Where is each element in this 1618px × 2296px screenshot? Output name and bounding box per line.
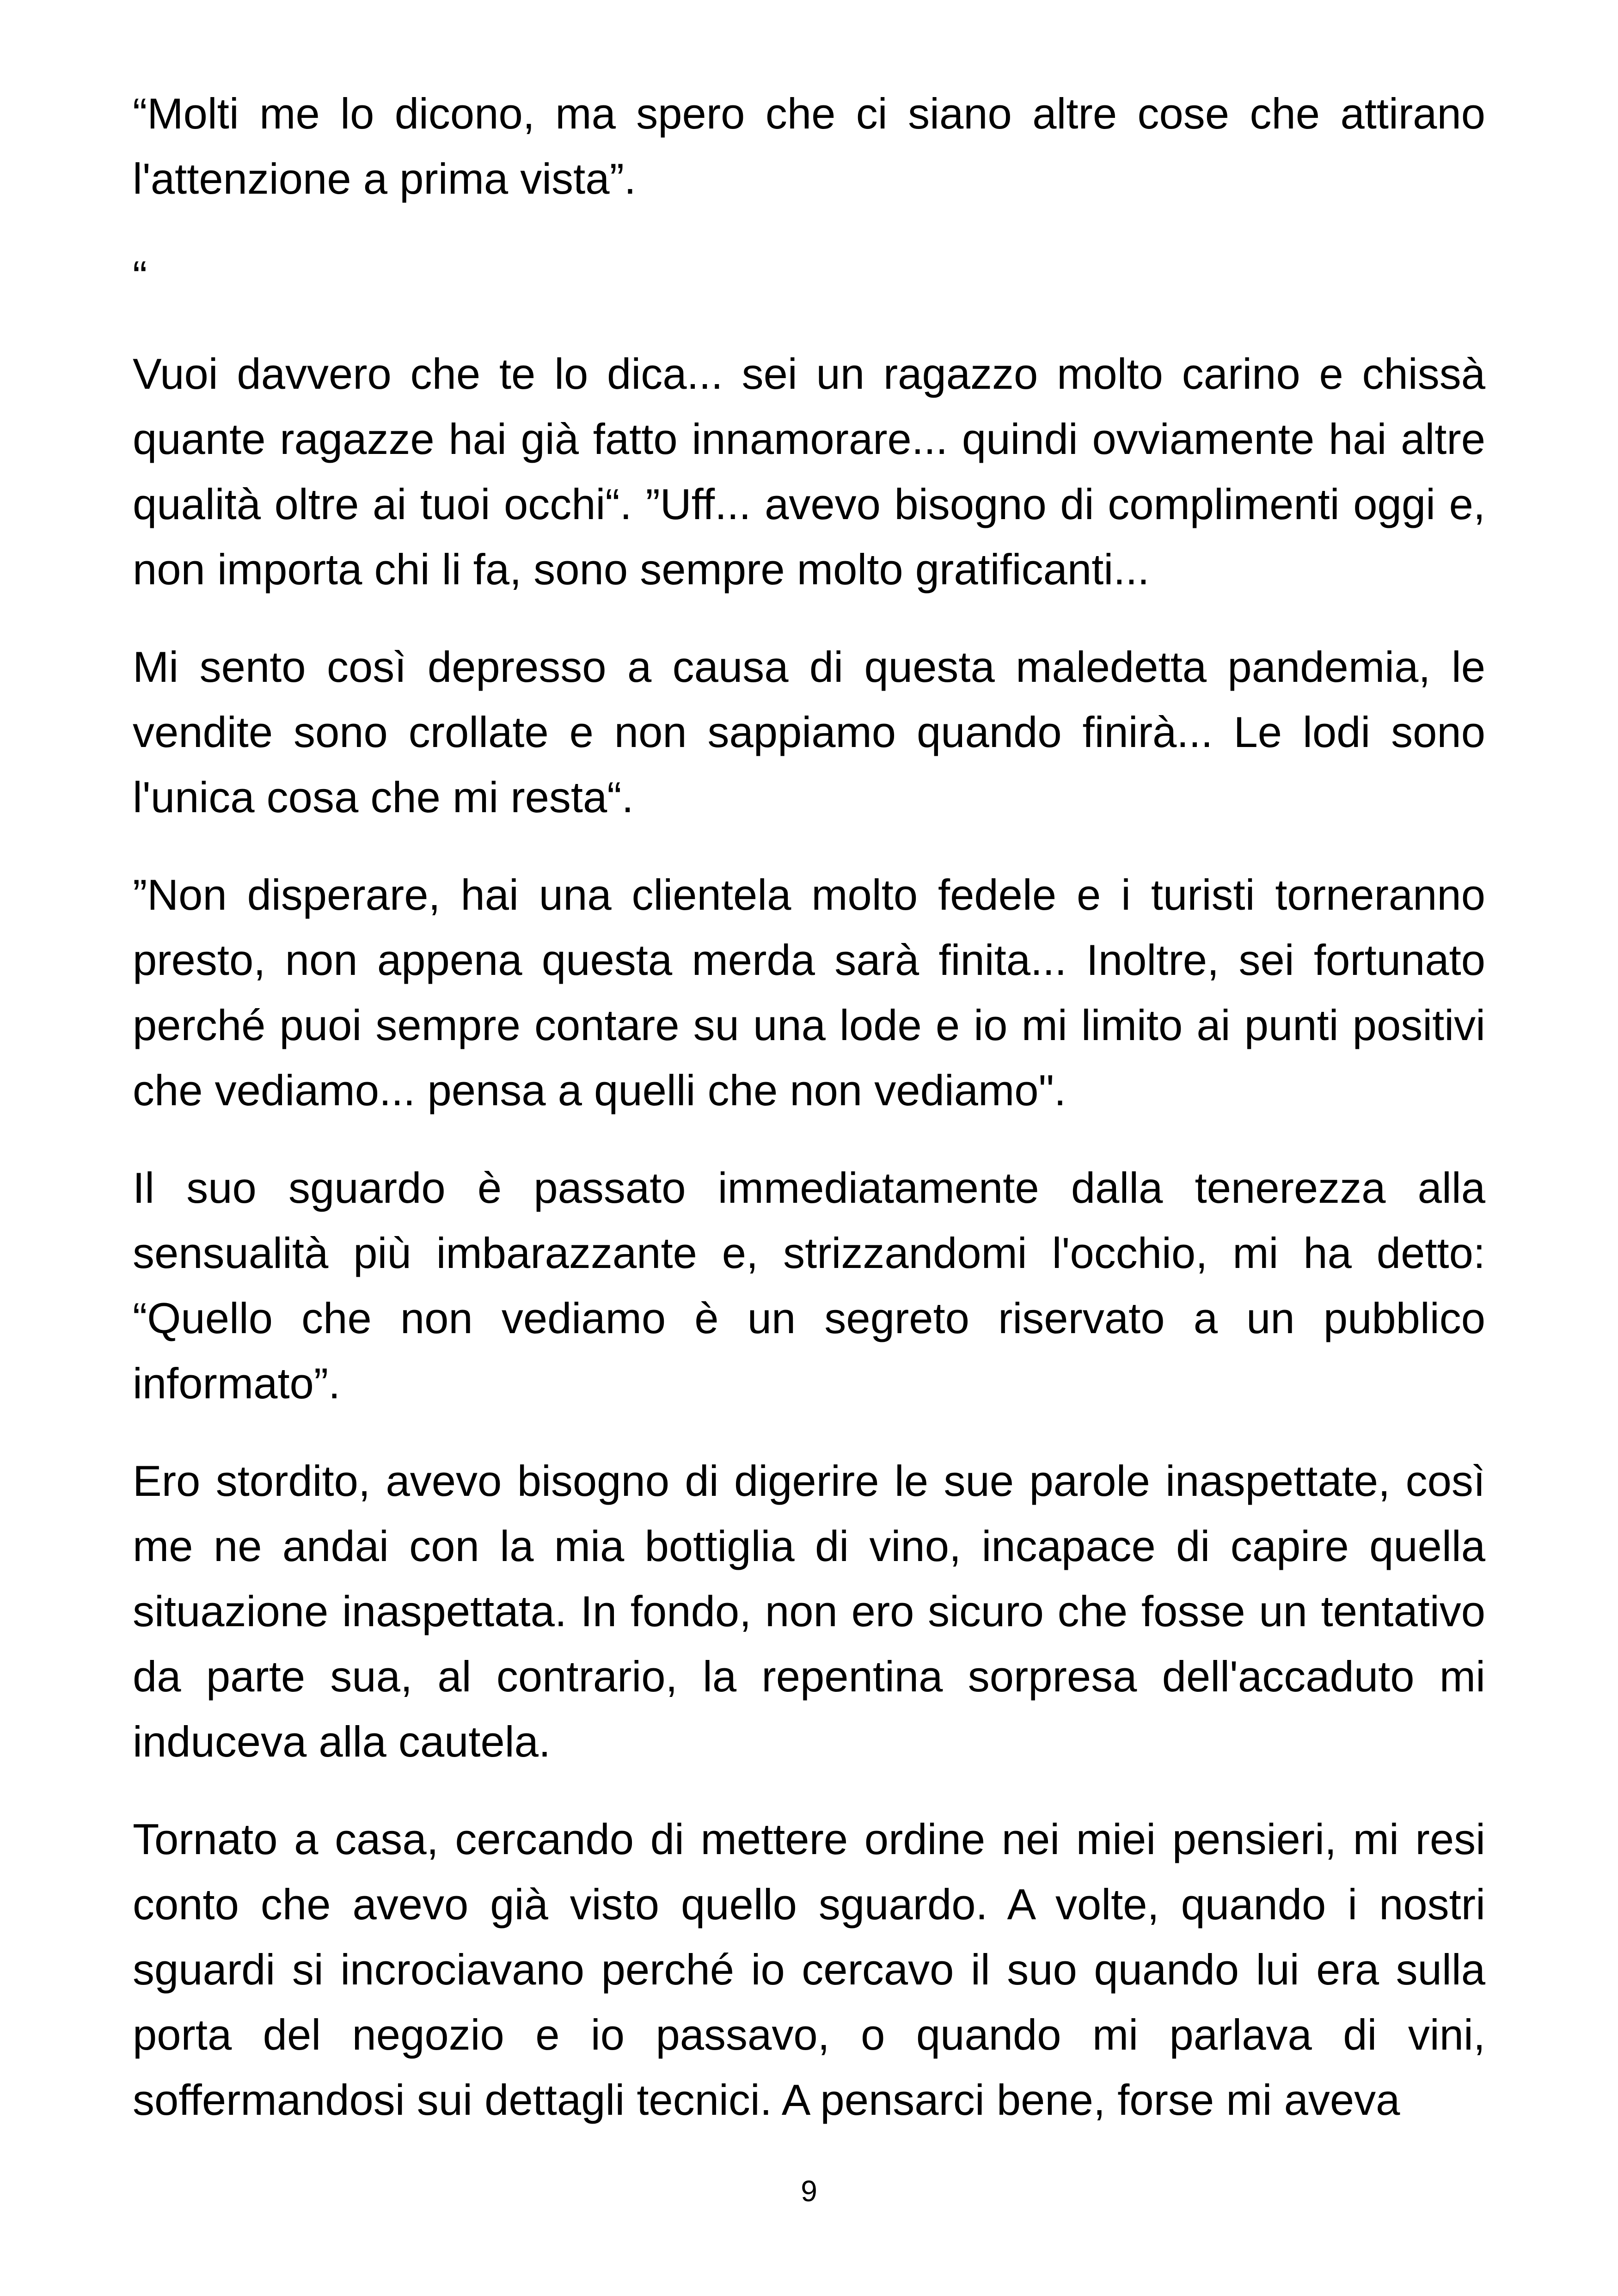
- paragraph-7: Ero stordito, avevo bisogno di digerire le sue parole inaspettate, così me ne andai con la mia bottiglia di vino, incapace di capire quella situazione inaspettata. In fondo, non ero sicuro che fosse un tentativo da parte sua, al contrario, la repentina sorpresa dell'accaduto mi induceva alla cautela.: [133, 1457, 1485, 1766]
- paragraph-1: “Molti me lo dicono, ma spero che ci siano altre cose che attirano l'attenzione a prima vista”.: [133, 89, 1485, 203]
- paragraph-4: Mi sento così depresso a causa di questa maledetta pandemia, le vendite sono crollate e non sappiamo quando finirà... Le lodi sono l'unica cosa che mi resta“.: [133, 643, 1485, 821]
- paragraph-6: Il suo sguardo è passato immediatamente dalla tenerezza alla sensualità più imbarazzante e, strizzandomi l'occhio, mi ha detto: “Quello che non vediamo è un segreto riservato a un pubblico informato”.: [133, 1163, 1485, 1408]
- paragraph-5: ”Non disperare, hai una clientela molto fedele e i turisti torneranno presto, non appena questa merda sarà finita... Inoltre, sei fortunato perché puoi sempre contare su una lode e io mi limito ai punti positivi che vediamo... pensa a quelli che non vediamo".: [133, 870, 1485, 1114]
- body-text: [133, 81, 1485, 2132]
- paragraph-8: Tornato a casa, cercando di mettere ordine nei miei pensieri, mi resi conto che avevo già visto quello sguardo. A volte, quando i nostri sguardi si incrociavano perché io cercavo il suo quando lui era sulla porta del negozio e io passavo, o quando mi parlava di vini, soffermandosi sui dettagli tecnici. A pensarci bene, forse mi aveva: [133, 1815, 1485, 2124]
- paragraph-3: Vuoi davvero che te lo dica... sei un ragazzo molto carino e chissà quante ragazze hai già fatto innamorare... quindi ovviamente hai altre qualità oltre ai tuoi occhi“. ”Uff... avevo bisogno di complimenti oggi e, non importa chi li fa, sono sempre molto gratificanti...: [133, 349, 1485, 594]
- page-number: 9: [801, 2174, 817, 2208]
- paragraph-2: “: [133, 252, 147, 300]
